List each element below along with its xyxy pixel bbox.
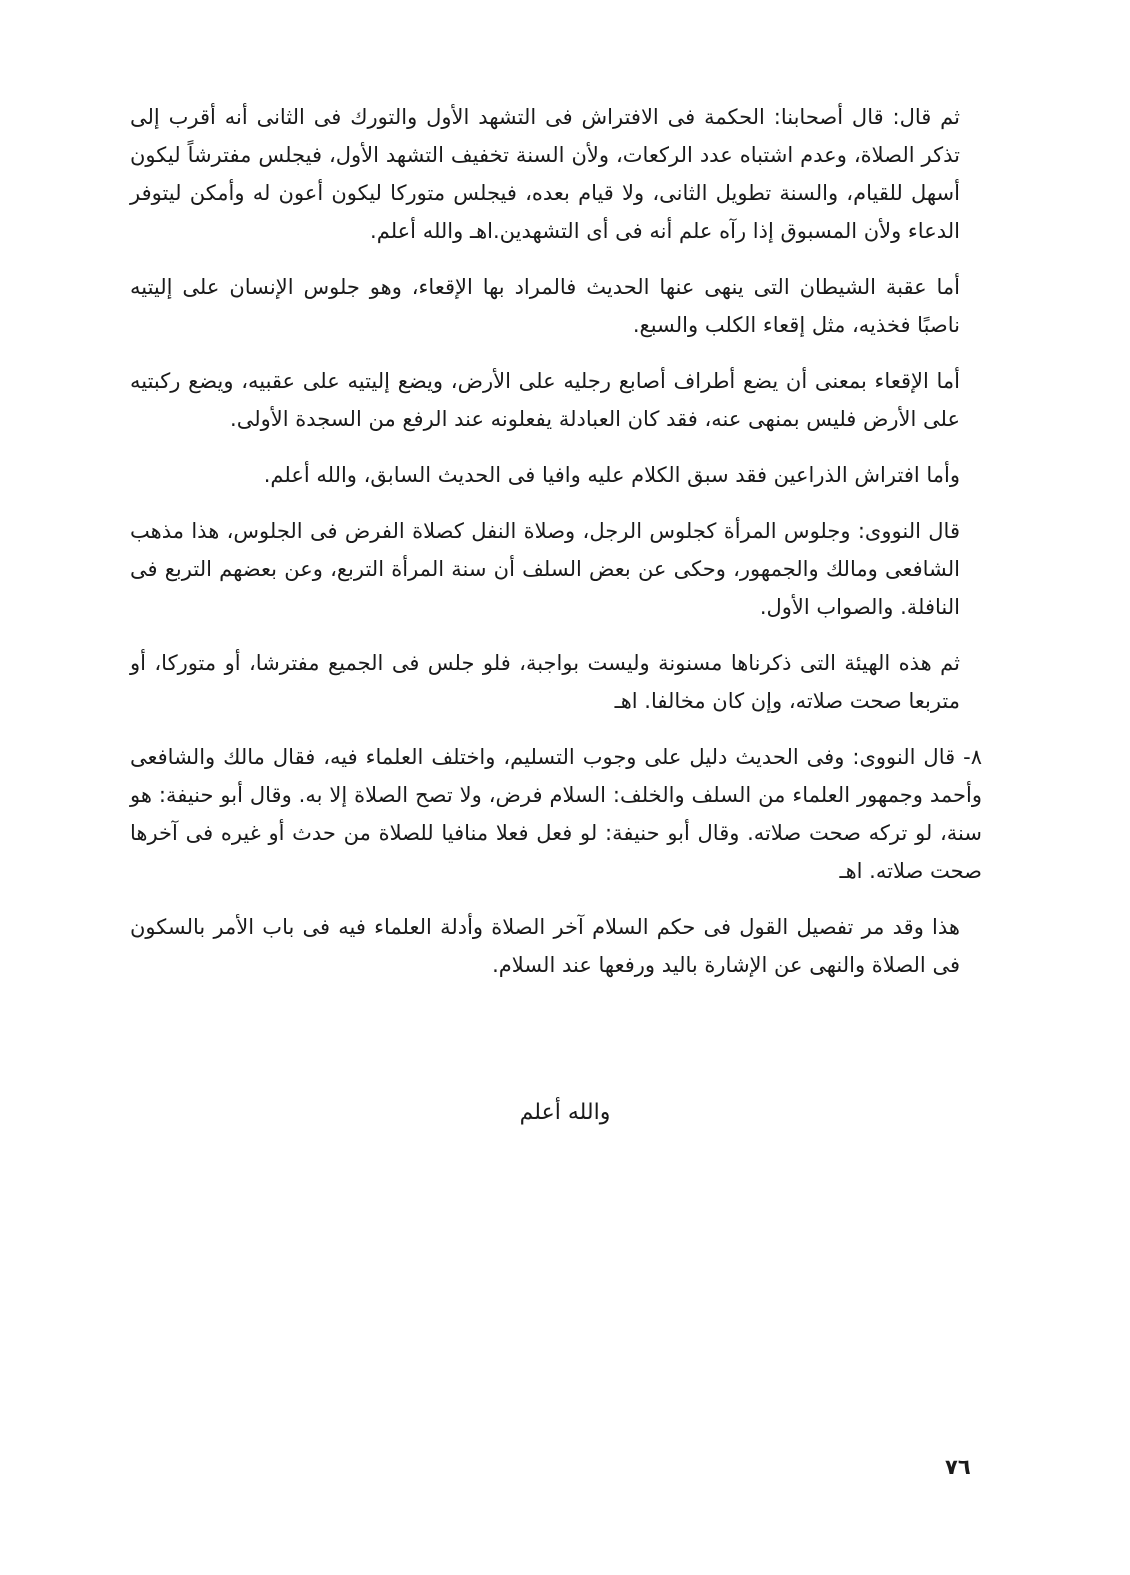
paragraph-6: ثم هذه الهيئة التى ذكرناها مسنونة وليست بواجبة، فلو جلس فى الجميع مفترشا، أو متوركا، أو متربعا صحت صلاته، وإن كان مخالفا. اهـ <box>130 651 960 713</box>
paragraph-3: أما الإقعاء بمعنى أن يضع أطراف أصابع رجليه على الأرض، ويضع إليتيه على عقبيه، ويضع ركبتيه على الأرض فليس بمنهى عنه، فقد كان العبادلة يفعلونه عند الرفع من السجدة الأولى. <box>130 369 960 431</box>
paragraph-8: هذا وقد مر تفصيل القول فى حكم السلام آخر الصلاة وأدلة العلماء فيه فى باب الأمر بالسكون فى الصلاة والنهى عن الإشارة باليد ورفعها عند السلام. <box>130 915 960 977</box>
paragraph-1: ثم قال: قال أصحابنا: الحكمة فى الافتراش فى التشهد الأول والتورك فى الثانى أنه أقرب إلى تذكر الصلاة، وعدم اشتباه عدد الركعات، ولأن السنة تخفيف التشهد الأول، فيجلس مفترشاً ليكون أسهل للقيام، والسنة تطويل الثانى، ولا قيام بعده، فيجلس متوركا ليكون أعون له وأمكن ليتوفر الدعاء ولأن المسبوق إذا رآه علم أنه فى أى التشهدين.اهـ والله أعلم. <box>130 105 960 243</box>
closing-phrase: والله أعلم <box>519 1100 611 1125</box>
page-number: ٧٦ <box>945 1455 971 1479</box>
paragraph-7-numbered: ٨- قال النووى: وفى الحديث دليل على وجوب التسليم، واختلف العلماء فيه، فقال مالك والشافعى وأحمد وجمهور العلماء من السلف والخلف: السلام فرض، ولا تصح الصلاة إلا به. وقال أبو حنيفة: هو سنة، لو تركه صحت صلاته. وقال أبو حنيفة: لو فعل فعلا منافيا للصلاة من حدث أو غيره فى آخرها صحت صلاته. اهـ <box>130 745 982 883</box>
paragraph-4: وأما افتراش الذراعين فقد سبق الكلام عليه وافيا فى الحديث السابق، والله أعلم. <box>263 463 960 487</box>
page-body <box>130 98 982 1002</box>
paragraph-5: قال النووى: وجلوس المرأة كجلوس الرجل، وصلاة النفل كصلاة الفرض فى الجلوس، هذا مذهب الشافعى ومالك والجمهور، وحكى عن بعض السلف أن سنة المرأة التربع، وعن بعضهم التربع فى النافلة. والصواب الأول. <box>130 519 960 619</box>
paragraph-2: أما عقبة الشيطان التى ينهى عنها الحديث فالمراد بها الإقعاء، وهو جلوس الإنسان على إليتيه ناصبًا فخذيه، مثل إقعاء الكلب والسبع. <box>130 275 960 337</box>
